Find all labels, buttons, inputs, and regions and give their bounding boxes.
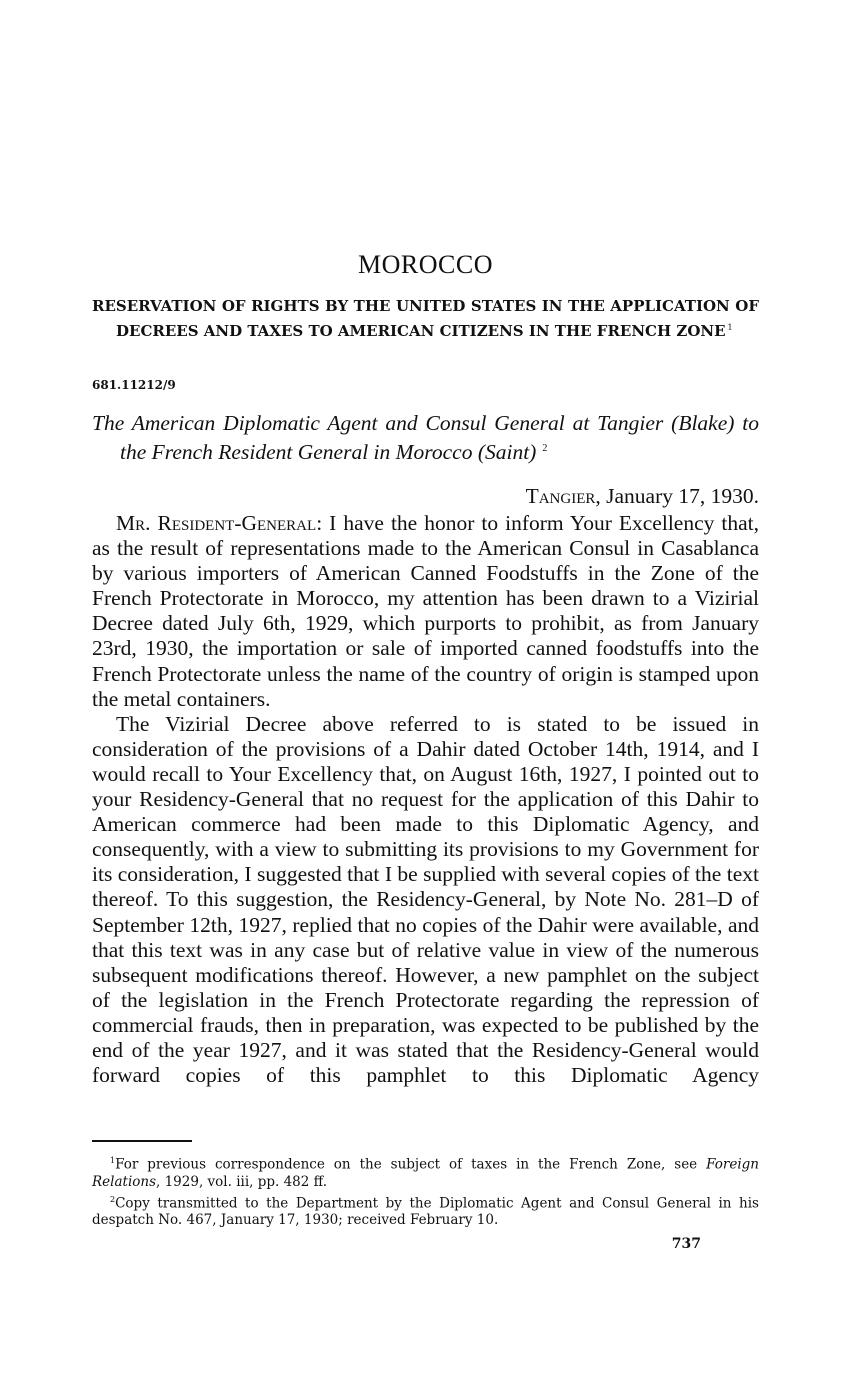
- country-heading: MOROCCO: [358, 250, 493, 279]
- paragraph-1-text: I have the honor to inform Your Excellency that, as the result of representations made to the American Consul in Casablanca by various importers of American Canned Foodstuffs in the Zone of the French Protectorate in Morocco, my attention has been drawn to a Vizirial Decree dated July 6th, 1929, which purports to prohibit, as from January 23rd, 1930, the importation or sale of imported canned foodstuffs into the French Protectorate unless the name of the country of origin is stamped upon the metal containers.: [92, 511, 760, 711]
- salutation: Mr. Resident-General: [116, 511, 317, 535]
- footnote-divider: [92, 1140, 192, 1142]
- footnote-1-text-end: , 1929, vol. iii, pp. 482 ff.: [156, 1173, 328, 1190]
- letter-body: [92, 511, 759, 1088]
- footnote-1-italic: Foreign Relations: [92, 1156, 759, 1190]
- footnote-2-text: Copy transmitted to the Department by the Diplomatic Agent and Consul General in his despatch No. 467, January 17, 1930; received February 10.: [92, 1195, 759, 1228]
- dateline-place: Tangier: [525, 484, 596, 508]
- footnote-1-text: For previous correspondence on the subject of taxes in the French Zone, see: [115, 1156, 707, 1173]
- document-page: [92, 0, 759, 1380]
- footnote-2: [92, 1191, 759, 1230]
- footnote-2-marker: 2: [110, 1194, 116, 1204]
- document-title: [92, 410, 759, 465]
- dateline: [526, 484, 759, 509]
- salutation-colon: :: [316, 511, 323, 535]
- footnotes: [92, 1152, 759, 1229]
- section-heading-text: RESERVATION OF RIGHTS BY THE UNITED STATES IN THE APPLICATION OF DECREES AND TAXES TO AMERICAN CITIZENS IN THE FRENCH ZONE: [92, 297, 759, 340]
- document-title-text: The American Diplomatic Agent and Consul General at Tangier (Blake) to the French Resident General in Morocco (Saint): [92, 411, 759, 465]
- footnote-1-marker: 1: [110, 1156, 116, 1165]
- dateline-date: , January 17, 1930.: [595, 484, 759, 508]
- footnote-1: [92, 1152, 759, 1191]
- paragraph-2: The Vizirial Decree above referred to is stated to be issued in consideration of the provisions of a Dahir dated October 14th, 1914, and I would recall to Your Excellency that, on August 16th, 1927, I pointed out to your Residency-General that no request for the application of this Dahir to American commerce had been made to this Diplomatic Agency, and consequently, with a view to submitting its provisions to my Government for its consideration, I suggested that I be supplied with several copies of the text thereof. To this suggestion, the Residency-General, by Note No. 281–D of September 12th, 1927, replied that no copies of the Dahir were available, and that this text was in any case but of relative value in view of the numerous subsequent modifications thereof. However, a new pamphlet on the subject of the legislation in the French Protectorate regarding the repression of commercial frauds, then in preparation, was expected to be published by the end of the year 1927, and it was stated that the Residency-General would forward copies of this pamphlet to this Diplomatic Agency: [92, 711, 759, 1088]
- footnote-ref-1: 1: [727, 323, 733, 332]
- file-number: 681.11212/9: [92, 378, 176, 392]
- section-heading: [92, 296, 759, 342]
- paragraph-1: [92, 511, 759, 712]
- page-number: 737: [671, 1236, 701, 1252]
- footnote-ref-2: 2: [542, 443, 548, 454]
